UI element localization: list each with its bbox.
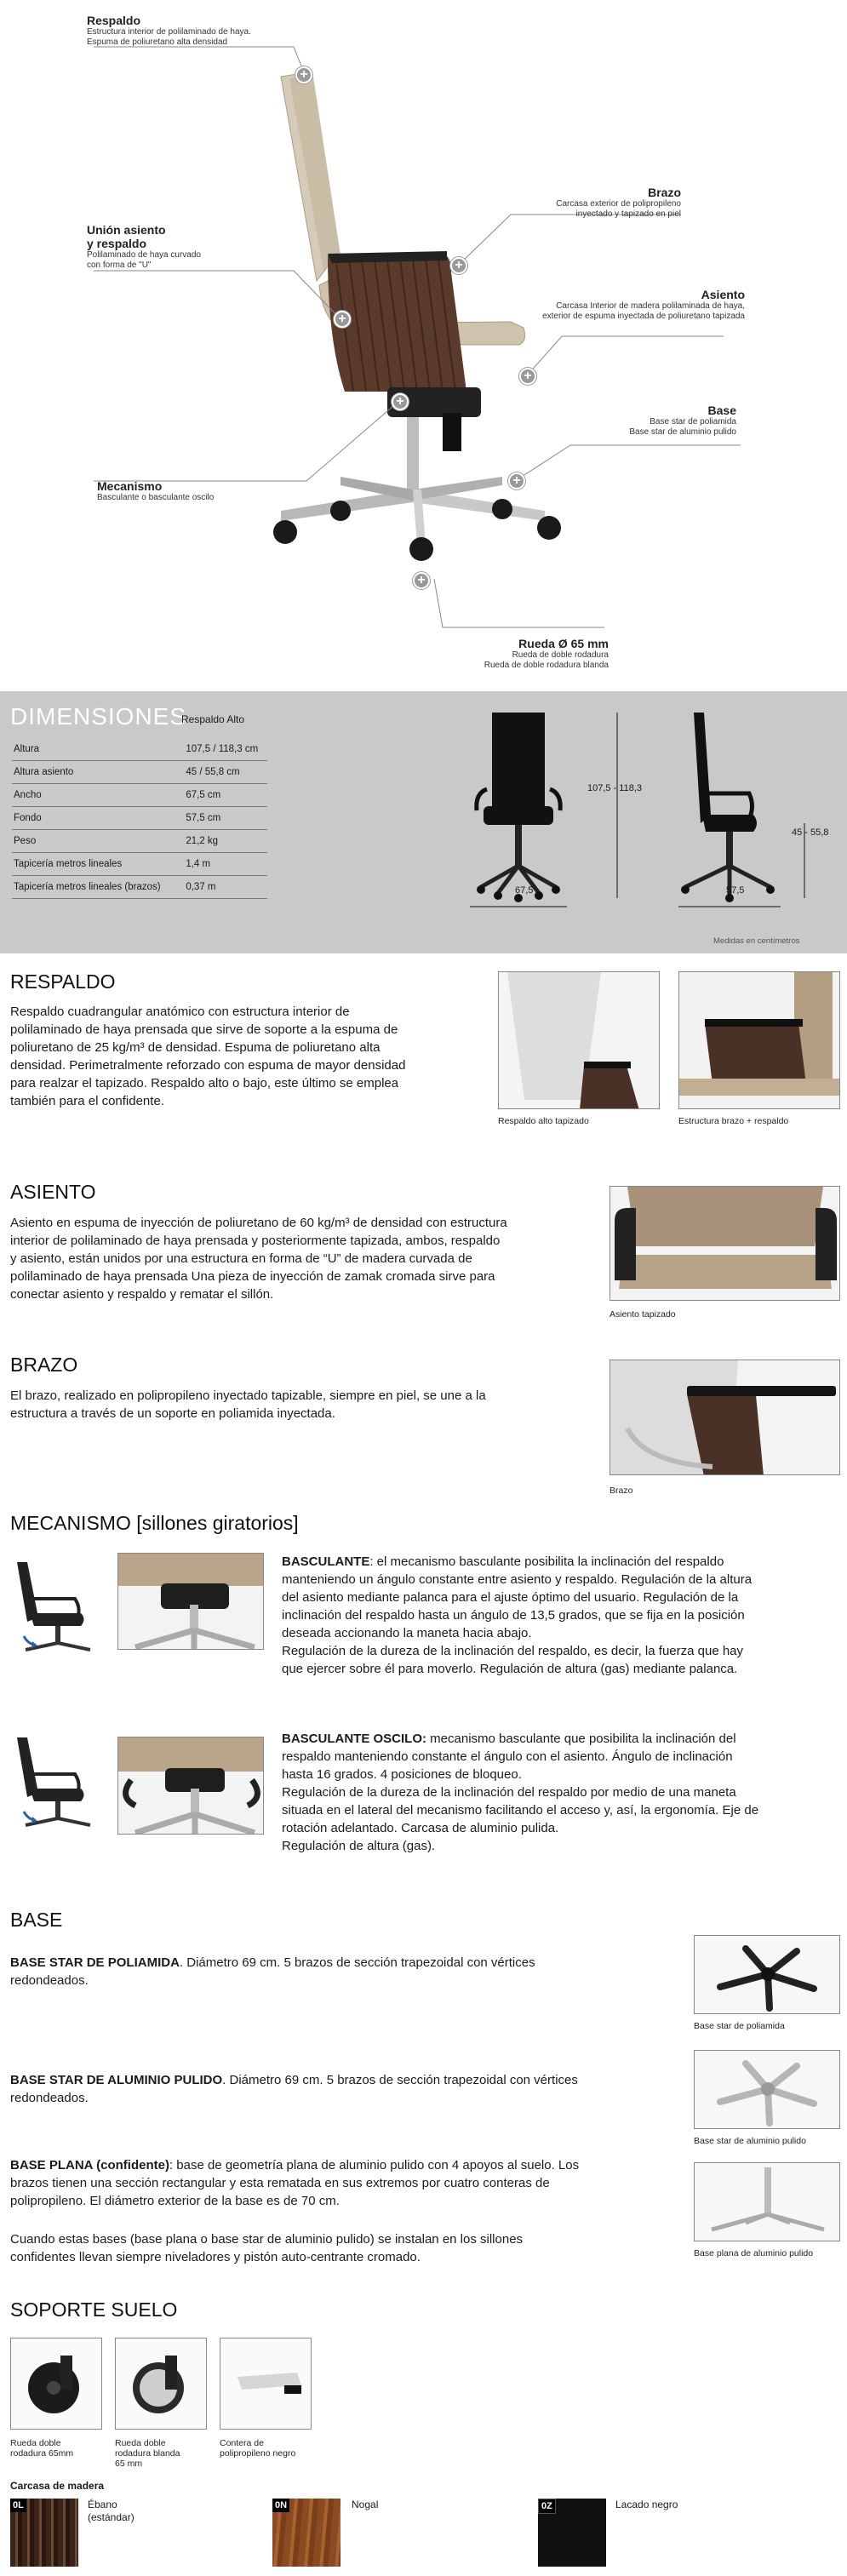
asiento-plus-icon[interactable]: + (519, 368, 536, 385)
swatch-label: (estándar) (88, 2511, 134, 2523)
caption-line: Contera de (220, 2438, 264, 2448)
dimensions-table (12, 738, 267, 899)
text-span: polilaminado de haya prensada que sirve de soporte a la espuma de (10, 1022, 398, 1037)
base-poliamida-caption: Base star de poliamida (694, 2021, 785, 2031)
text-line (10, 2248, 672, 2266)
callout-text: Base star de poliamida (650, 417, 736, 426)
chair-side-diagram (677, 704, 821, 913)
bold-lead: BASE STAR DE POLIAMIDA (10, 1955, 180, 1970)
dimension-row (12, 876, 267, 899)
text-line (10, 2230, 672, 2248)
text-span: polilaminado de haya prensada Una pieza de inyección de zamak cromada sirve para (10, 1269, 495, 1284)
text-span: : el mecanismo basculante posibilita la inclinación del respaldo (369, 1554, 724, 1569)
text-line (10, 1405, 587, 1423)
bold-lead: BASE STAR DE ALUMINIO PULIDO (10, 2073, 223, 2087)
text-line (282, 1624, 841, 1642)
callout-title: Unión asiento (87, 223, 166, 237)
mecanismo-plus-icon[interactable]: + (392, 393, 409, 410)
rueda-doble-caption (10, 2438, 73, 2459)
callout-text: exterior de espuma inyectada de poliuretano tapizada (542, 312, 745, 321)
swatch-name (88, 2499, 134, 2524)
base-aluminio-caption: Base star de aluminio pulido (694, 2136, 806, 2146)
callout-text: Basculante o basculante oscilo (97, 493, 215, 502)
dimension-value: 107,5 / 118,3 cm (175, 738, 267, 761)
swatch-label: Ébano (88, 2499, 117, 2510)
callout-title: Asiento (701, 288, 745, 301)
text-span: Cuando estas bases (base plana o base star de aluminio pulido) se instalan en los sillones (10, 2232, 524, 2247)
text-span: Regulación de la dureza de la inclinación del respaldo, es decir, la fuerza que hay (282, 1644, 744, 1658)
text-span: que ejercer sobre él para moverlo. Regulación de altura (gas) mediante palanca. (282, 1662, 738, 1676)
text-span: manteniendo un ángulo constante entre asiento y respaldo. Regulación de la altura (282, 1572, 753, 1587)
rueda-doble-photo (10, 2338, 102, 2430)
arm-image (610, 1360, 840, 1475)
dimensions-title: DIMENSIONES (10, 703, 187, 730)
callout-text: Espuma de poliuretano alta densidad (87, 37, 228, 47)
base-heading: BASE (10, 1909, 63, 1931)
height-dimension-label: 107,5 - 118,3 (587, 783, 643, 793)
text-line (282, 1783, 841, 1801)
text-line (10, 1268, 587, 1285)
text-span: del asiento mediante palanca para el ajuste óptimo del usuario. Regulación de la (282, 1590, 739, 1605)
bold-lead: BASCULANTE OSCILO: (282, 1732, 426, 1746)
base-plana-text (10, 2156, 672, 2210)
base-plus-icon[interactable]: + (508, 472, 525, 489)
backrest-image (499, 972, 660, 1109)
dimension-value: 0,37 m (175, 876, 267, 899)
callout-brazo (477, 186, 681, 220)
dimension-label: Altura (12, 738, 175, 761)
text-line (282, 1801, 841, 1819)
text-span: poliuretano de 25 kg/m³ de densidad. Espuma de poliuretano alta (10, 1040, 381, 1055)
caption-line: rodadura blanda (115, 2448, 180, 2459)
text-span: y asiento, están unidos por una estructura en forma de “U” de madera curvada de (10, 1251, 472, 1266)
text-span: respaldo manteniendo constante el ángulo con el asiento. Ángulo de inclinación (282, 1749, 733, 1764)
text-span: deseada accionando la maneta hacia abajo. (282, 1626, 532, 1640)
text-line (282, 1766, 841, 1783)
text-span: brazos tienen una sección rectangular y esta rematada en sus extremos por cuatro conteras de (10, 2176, 550, 2190)
text-line (10, 2156, 672, 2174)
rueda-blanda-photo (115, 2338, 207, 2430)
text-span: El brazo, realizado en polipropileno inyectado tapizable, siempre en piel, se une a la (10, 1388, 486, 1403)
callout-title: Brazo (648, 186, 681, 199)
callout-text: Base star de aluminio pulido (629, 427, 736, 437)
text-line (10, 1214, 587, 1232)
dimensions-section (0, 691, 847, 953)
text-span: redondeados. (10, 2091, 89, 2105)
basculante-chair-icon (9, 1558, 98, 1656)
callout-title: Mecanismo (97, 479, 163, 493)
callout-respaldo (87, 14, 251, 48)
asiento-heading: ASIENTO (10, 1181, 96, 1203)
rueda-plus-icon[interactable]: + (413, 572, 430, 589)
text-line (10, 1285, 587, 1303)
text-span: Regulación de la dureza de la inclinación del respaldo por medio de una maneta (282, 1785, 736, 1800)
basculante-text (282, 1553, 841, 1678)
width-dimension-label: 67,5 (515, 885, 534, 896)
dimension-label: Altura asiento (12, 761, 175, 784)
caption-line: rodadura 65mm (10, 2448, 74, 2459)
units-note: Medidas en centímetros (713, 936, 800, 946)
text-line (10, 1021, 480, 1039)
seat-height-dimension-label: 45 - 55,8 (792, 827, 829, 838)
text-line (282, 1730, 841, 1748)
oscilo-chair-icon (9, 1733, 98, 1831)
text-line (10, 2192, 672, 2210)
dimension-label: Ancho (12, 784, 175, 807)
text-line (282, 1837, 841, 1855)
hero-section (0, 0, 847, 681)
text-line (282, 1660, 841, 1678)
text-span: Regulación de altura (gas). (282, 1839, 436, 1853)
caption-line: 65 mm (115, 2459, 143, 2469)
brazo-caption: Brazo (609, 1485, 633, 1496)
swatch-name: Lacado negro (615, 2499, 678, 2510)
base-aluminio-text (10, 2071, 672, 2107)
text-line (10, 2174, 672, 2192)
callout-text: Estructura interior de polilaminado de haya. (87, 27, 251, 37)
text-span: rotación adelantado. Carcasa de aluminio pulida. (282, 1821, 559, 1835)
text-span: . Diámetro 69 cm. 5 brazos de sección trapezoidal con vértices (222, 2073, 578, 2087)
contera-photo (220, 2338, 312, 2430)
callout-title: Base (707, 404, 736, 417)
carcasa-title: Carcasa de madera (10, 2480, 105, 2492)
respaldo-plus-icon[interactable]: + (295, 66, 312, 83)
arm-structure-image (679, 972, 840, 1109)
chair-front-diagram (468, 704, 630, 913)
soporte-heading: SOPORTE SUELO (10, 2298, 178, 2321)
dimension-row (12, 761, 267, 784)
text-line (10, 1972, 672, 1989)
dimension-value: 1,4 m (175, 853, 267, 876)
union-plus-icon[interactable]: + (334, 311, 351, 328)
text-line (10, 2089, 672, 2107)
text-line (10, 1056, 480, 1074)
oscilo-photo (117, 1737, 264, 1835)
callout-title: y respaldo (87, 237, 147, 250)
callout-mecanismo (97, 479, 214, 503)
text-line (282, 1748, 841, 1766)
text-span: inclinación del respaldo hasta un ángulo de 13,5 grados, que se fija en la posición (282, 1608, 745, 1623)
callout-text: Polilaminado de haya curvado (87, 250, 201, 260)
text-line (10, 1003, 480, 1021)
caption-line: Rueda doble (115, 2438, 166, 2448)
seat-image (610, 1187, 840, 1301)
dimension-row (12, 738, 267, 761)
swatch-code: 0Z (538, 2499, 556, 2514)
callout-title: Respaldo (87, 14, 141, 27)
dimension-label: Tapicería metros lineales (12, 853, 175, 876)
text-line (282, 1819, 841, 1837)
callout-title: Rueda Ø 65 mm (518, 637, 609, 650)
dimension-value: 45 / 55,8 cm (175, 761, 267, 784)
callout-text: Rueda de doble rodadura (512, 650, 609, 660)
swatch-code: 0L (10, 2499, 26, 2512)
dimension-label: Peso (12, 830, 175, 853)
text-line (10, 1387, 587, 1405)
text-span: redondeados. (10, 1973, 89, 1988)
dimension-row (12, 807, 267, 830)
text-line (10, 1039, 480, 1056)
dimension-label: Fondo (12, 807, 175, 830)
base-poliamida-text (10, 1954, 672, 1989)
text-line (10, 1074, 480, 1092)
text-line (282, 1606, 841, 1624)
base-plana-photo (694, 2162, 840, 2241)
brazo-plus-icon[interactable]: + (450, 257, 467, 274)
brazo-text (10, 1387, 587, 1423)
text-span: hasta 16 grados. 4 posiciones de bloqueo. (282, 1767, 522, 1782)
bold-lead: BASCULANTE (282, 1554, 370, 1569)
text-line (282, 1642, 841, 1660)
base-plana-caption: Base plana de aluminio pulido (694, 2248, 814, 2258)
text-span: Asiento en espuma de inyección de poliuretano de 60 kg/m³ de densidad con estructura (10, 1216, 507, 1230)
text-span: confidentes llevan siempre niveladores y pistón auto-centrante cromado. (10, 2250, 421, 2264)
text-span: interior de polilaminado de haya prensada y posteriormente tapizada, ambos, respaldo (10, 1234, 501, 1248)
basculante-photo (117, 1553, 264, 1650)
dimension-row (12, 830, 267, 853)
dimension-value: 67,5 cm (175, 784, 267, 807)
caption-line: Rueda doble (10, 2438, 61, 2448)
callout-text: inyectado y tapizado en piel (575, 209, 681, 219)
callout-asiento (477, 288, 745, 322)
base-aluminio-photo (694, 2050, 840, 2129)
text-span: : base de geometría plana de aluminio pulido con 4 apoyos al suelo. Los (169, 2158, 580, 2172)
estructura-photo (678, 971, 840, 1109)
mecanismo-heading: MECANISMO [sillones giratorios] (10, 1512, 299, 1534)
text-span: mecanismo basculante que posibilita la inclinación del (426, 1732, 736, 1746)
respaldo-alto-photo (498, 971, 660, 1109)
rueda-blanda-caption (115, 2438, 180, 2469)
swatch-code: 0N (272, 2499, 289, 2512)
dimensions-column-header: Respaldo Alto (181, 713, 245, 725)
dimension-row (12, 853, 267, 876)
text-line (10, 2071, 672, 2089)
text-span: polipropileno. El diámetro exterior de la base es de 70 cm. (10, 2194, 340, 2208)
text-span: densidad. Perimetralmente reforzado con espuma de mayor densidad (10, 1058, 406, 1073)
dimension-value: 57,5 cm (175, 807, 267, 830)
dimension-row (12, 784, 267, 807)
text-span: . Diámetro 69 cm. 5 brazos de sección trapezoidal con vértices (179, 1955, 535, 1970)
respaldo-text (10, 1003, 480, 1110)
depth-dimension-label: 57,5 (726, 885, 745, 896)
callout-text: Carcasa exterior de polipropileno (556, 199, 681, 209)
dimension-value: 21,2 kg (175, 830, 267, 853)
caption-line: polipropileno negro (220, 2448, 296, 2459)
text-line (10, 1250, 587, 1268)
callout-base (528, 404, 736, 438)
text-span: también para el confidente. (10, 1094, 164, 1108)
bold-lead: BASE PLANA (confidente) (10, 2158, 169, 2172)
callout-text: con forma de "U" (87, 260, 152, 270)
text-span: Respaldo cuadrangular anatómico con estructura interior de (10, 1005, 350, 1019)
text-line (282, 1553, 841, 1571)
text-span: situada en el lateral del mecanismo facilitando el acceso y, así, la ergonomía. Eje de (282, 1803, 759, 1818)
text-span: estructura a través de un soporte en poliamida inyectada. (10, 1406, 335, 1421)
text-line (282, 1571, 841, 1589)
asiento-caption: Asiento tapizado (609, 1309, 676, 1319)
callout-union (87, 223, 201, 271)
brazo-photo (609, 1360, 840, 1475)
dimension-label: Tapicería metros lineales (brazos) (12, 876, 175, 899)
callout-rueda (375, 637, 609, 671)
callout-text: Rueda de doble rodadura blanda (484, 661, 609, 670)
base-note-text (10, 2230, 672, 2266)
asiento-text (10, 1214, 587, 1303)
text-line (10, 1232, 587, 1250)
respaldo-heading: RESPALDO (10, 970, 116, 993)
text-line (10, 1954, 672, 1972)
text-span: para realzar el tapizado. Respaldo alto o bajo, este último se emplea (10, 1076, 399, 1091)
oscilo-text (282, 1730, 841, 1855)
respaldo-alto-caption: Respaldo alto tapizado (498, 1116, 589, 1126)
swatch-name: Nogal (352, 2499, 379, 2510)
contera-caption (220, 2438, 295, 2459)
callout-text: Carcasa Interior de madera polilaminada de haya, (556, 301, 745, 311)
text-line (282, 1589, 841, 1606)
estructura-caption: Estructura brazo + respaldo (678, 1116, 789, 1126)
text-line (10, 1092, 480, 1110)
asiento-photo (609, 1186, 840, 1301)
brazo-heading: BRAZO (10, 1354, 78, 1376)
text-span: conectar asiento y respaldo y rematar el sillón. (10, 1287, 274, 1302)
base-poliamida-photo (694, 1935, 840, 2014)
